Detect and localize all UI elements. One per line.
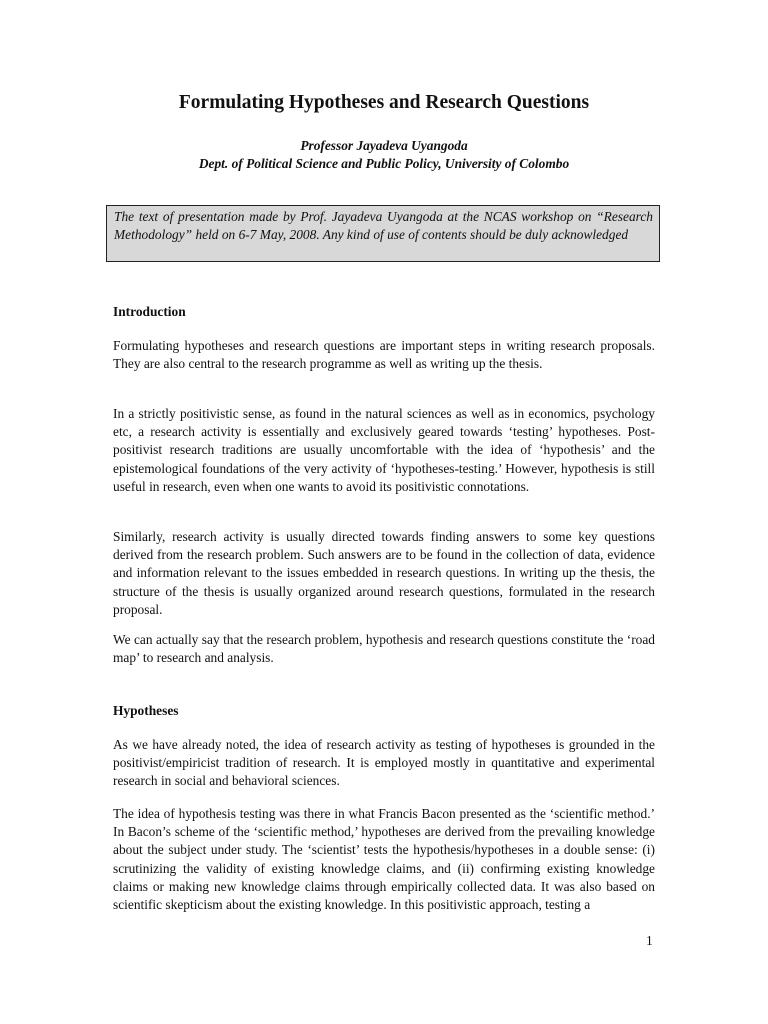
section-heading-hypotheses: Hypotheses bbox=[113, 703, 179, 718]
author-affiliation: Dept. of Political Science and Public Policy, University of Colombo bbox=[198, 156, 570, 171]
paragraph: In a strictly positivistic sense, as found in the natural sciences as well as in economics, psychology etc, a research activity is essentially and exclusively geared towards ‘testing’ hypotheses. Post-positivist research traditions are usually uncomfortable with the idea of ‘hypothesis’ and the epistemological foundations of the very activity of ‘hypotheses-testing.’ However, hypothesis is still useful in research, even when one wants to avoid its positivistic connotations. bbox=[113, 406, 655, 494]
notice-box: The text of presentation made by Prof. Jayadeva Uyangoda at the NCAS workshop on “Research Methodology” held on 6-7 May, 2008. Any kind of use of contents should be duly acknowledged bbox=[106, 205, 660, 262]
section-heading-introduction: Introduction bbox=[113, 304, 186, 319]
paragraph: The idea of hypothesis testing was there in what Francis Bacon presented as the ‘scientific method.’ In Bacon’s scheme of the ‘scientific method,’ hypotheses are derived from the prevailing knowledge about the subject under study. The ‘scientist’ tests the hypothesis/hypotheses in a double sense: (i) scrutinizing the validity of existing knowledge claims, and (ii) confirming existing knowledge claims or making new knowledge claims through empirically collected data. It was also based on scientific skepticism about the existing knowledge. In this positivistic approach, testing a bbox=[113, 806, 655, 913]
author-name: Professor Jayadeva Uyangoda bbox=[300, 138, 468, 153]
paragraph: As we have already noted, the idea of research activity as testing of hypotheses is grounded in the positivist/empiricist tradition of research. It is employed mostly in quantitative and experimental research in social and behavioral sciences. bbox=[113, 737, 655, 789]
paragraph: Similarly, research activity is usually directed towards finding answers to some key questions derived from the research problem. Such answers are to be found in the collection of data, evidence and information relevant to the issues embedded in research questions. In writing up the thesis, the structure of the thesis is usually organized around research questions, formulated in the research proposal. bbox=[113, 529, 655, 617]
page-number: 1 bbox=[646, 933, 653, 948]
paragraph: We can actually say that the research problem, hypothesis and research questions constitute the ‘road map’ to research and analysis. bbox=[113, 632, 655, 666]
paragraph: Formulating hypotheses and research questions are important steps in writing research proposals. They are also central to the research programme as well as writing up the thesis. bbox=[113, 338, 655, 372]
document-title: Formulating Hypotheses and Research Questions bbox=[178, 92, 590, 113]
